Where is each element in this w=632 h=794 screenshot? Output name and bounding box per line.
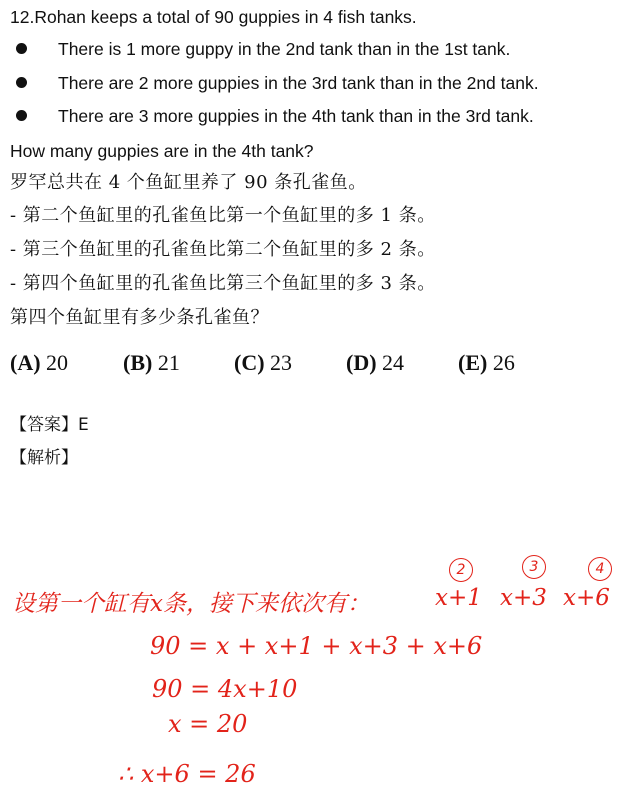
handwritten-term: x+3 bbox=[500, 585, 547, 611]
choice-value: 24 bbox=[382, 350, 405, 375]
handwritten-step: 90 = x + x+1 + x+3 + x+6 bbox=[150, 632, 483, 660]
bullet-text: There is 1 more guppy in the 2nd tank than in the 1st tank. bbox=[58, 39, 511, 59]
choice-b bbox=[123, 350, 180, 376]
choice-letter: (B) bbox=[123, 350, 153, 375]
choice-letter: (A) bbox=[10, 350, 41, 375]
chinese-line: - 第三个鱼缸里的孔雀鱼比第二个鱼缸里的多 2 条。 bbox=[10, 239, 436, 260]
bullet-icon bbox=[16, 110, 27, 121]
bullet-text: There are 3 more guppies in the 4th tank than in the 3rd tank. bbox=[58, 106, 534, 126]
handwritten-step: x = 20 bbox=[168, 710, 248, 738]
choice-value: 26 bbox=[492, 350, 515, 375]
handwritten-term: x+6 bbox=[563, 585, 610, 611]
chinese-line: - 第四个鱼缸里的孔雀鱼比第三个鱼缸里的多 3 条。 bbox=[10, 273, 436, 294]
choice-letter: (C) bbox=[234, 350, 265, 375]
question-ask: How many guppies are in the 4th tank? bbox=[10, 141, 314, 161]
choice-value: 21 bbox=[157, 350, 180, 375]
bullet-icon bbox=[16, 43, 27, 54]
analysis-label: 【解析】 bbox=[10, 448, 78, 468]
handwritten-intro: 设第一个缸有x条，接下来依次有： bbox=[12, 591, 370, 617]
chinese-line: 第四个鱼缸里有多少条孔雀鱼？ bbox=[10, 307, 269, 328]
choice-e bbox=[458, 350, 515, 376]
bullet-text: There are 2 more guppies in the 3rd tank than in the 2nd tank. bbox=[58, 73, 539, 93]
choice-letter: (E) bbox=[458, 350, 488, 375]
circled-number-icon: 3 bbox=[522, 555, 546, 579]
bullet-icon bbox=[16, 77, 27, 88]
circled-number-icon: 4 bbox=[588, 557, 612, 581]
handwritten-term: x+1 bbox=[435, 585, 482, 611]
choice-value: 20 bbox=[46, 350, 69, 375]
choice-letter: (D) bbox=[346, 350, 377, 375]
choice-c bbox=[234, 350, 292, 376]
circled-number-icon: 2 bbox=[449, 558, 473, 582]
chinese-line: - 第二个鱼缸里的孔雀鱼比第一个鱼缸里的多 1 条。 bbox=[10, 205, 436, 226]
handwritten-result: ∴ x+6 = 26 bbox=[118, 760, 256, 788]
handwritten-step: 90 = 4x+10 bbox=[152, 675, 298, 703]
answer-line: 【答案】E bbox=[10, 415, 89, 435]
chinese-line: 罗罕总共在 4 个鱼缸里养了 90 条孔雀鱼。 bbox=[10, 172, 367, 193]
choice-d bbox=[346, 350, 404, 376]
choice-value: 23 bbox=[270, 350, 293, 375]
choice-a bbox=[10, 350, 68, 376]
question-title: 12.Rohan keeps a total of 90 guppies in 4 fish tanks. bbox=[10, 7, 417, 27]
